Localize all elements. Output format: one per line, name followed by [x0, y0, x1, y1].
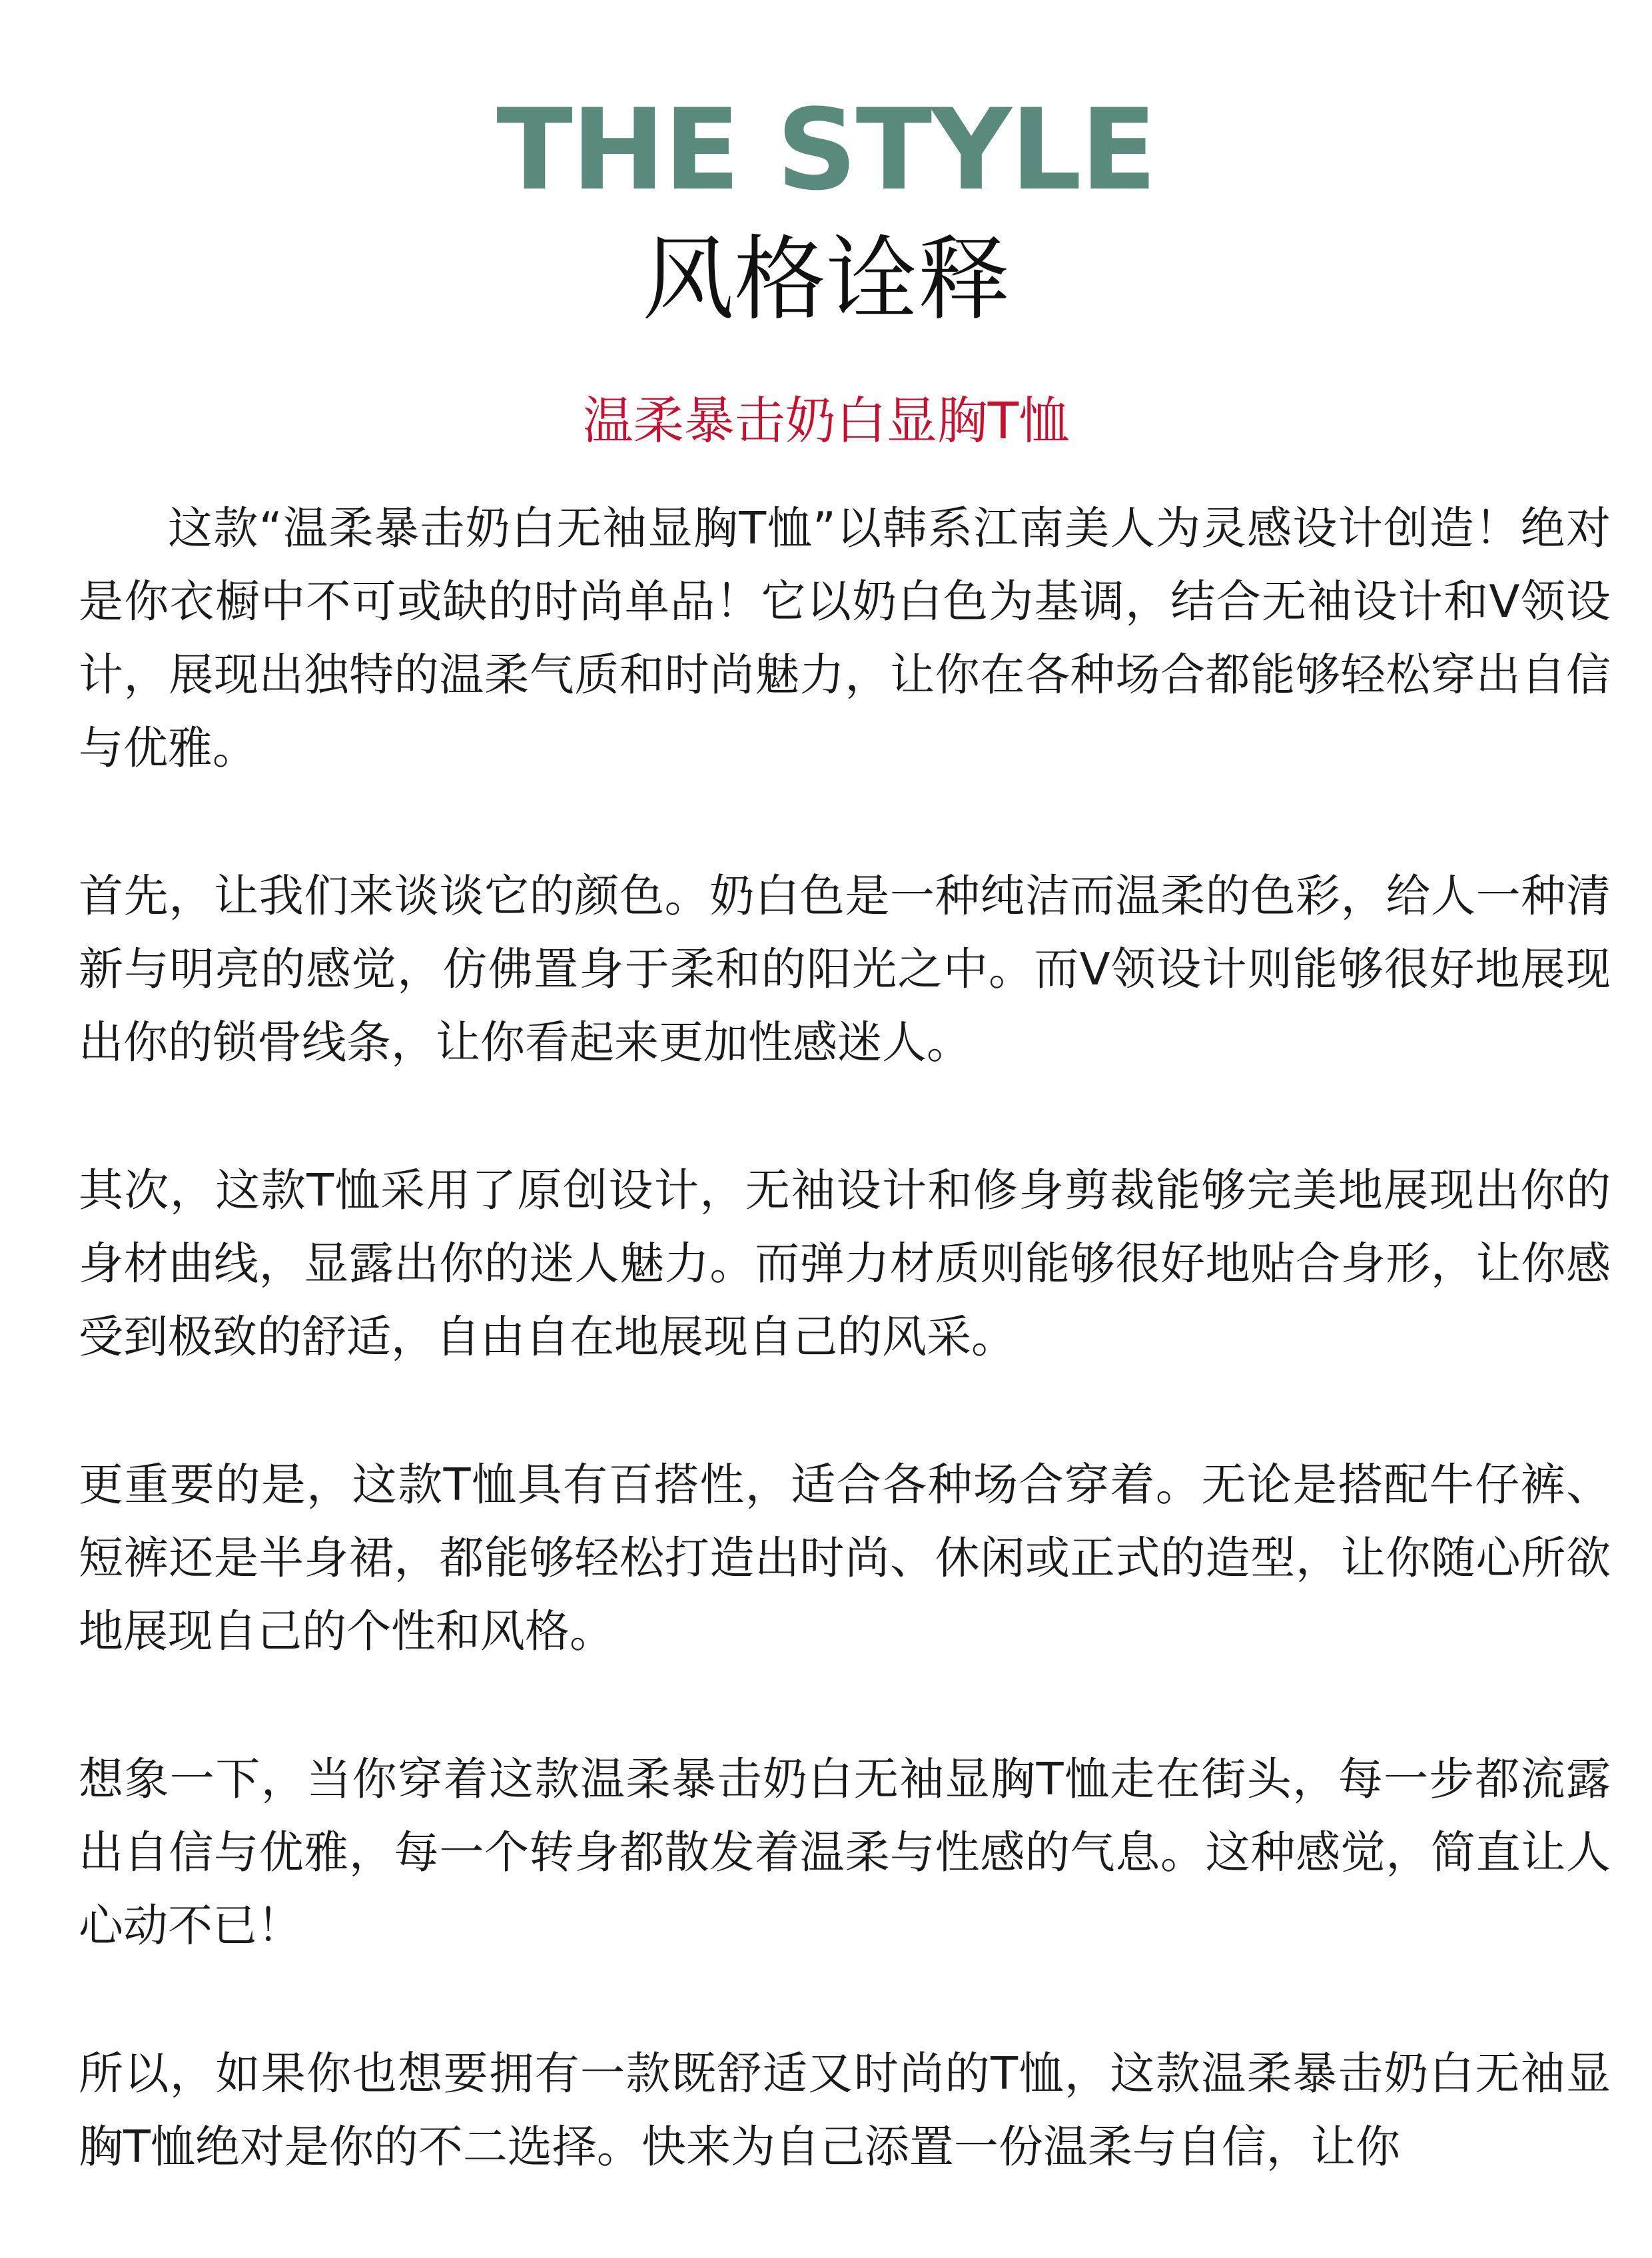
- title-english: THE STYLE: [496, 85, 1156, 215]
- description-body: [79, 492, 1611, 2258]
- product-subtitle: 温柔暴击奶白显胸T恤: [582, 391, 1070, 450]
- paragraph-imagine: 想象一下，当你穿着这款温柔暴击奶白无袖显胸T恤走在街头，每一步都流露出自信与优雅，每一个转身都散发着温柔与性感的气息。这种感觉，简直让人心动不已！: [79, 1753, 1611, 1952]
- paragraph-color: 首先，让我们来谈谈它的颜色。奶白色是一种纯洁而温柔的色彩，给人一种清新与明亮的感觉，仿佛置身于柔和的阳光之中。而V领设计则能够很好地展现出你的锁骨线条，让你看起来更加性感迷人。: [79, 870, 1611, 1068]
- title-chinese: 风格诠释: [641, 226, 1010, 333]
- paragraph-intro: 这款“温柔暴击奶白无袖显胸T恤”以韩系江南美人为灵感设计创造！绝对是你衣橱中不可或缺的时尚单品！它以奶白色为基调，结合无袖设计和V领设计，展现出独特的温柔气质和时尚魅力，让你在各种场合都能够轻松穿出自信与优雅。: [79, 502, 1611, 774]
- paragraph-design: 其次，这款T恤采用了原创设计，无袖设计和修身剪裁能够完美地展现出你的身材曲线，显露出你的迷人魅力。而弹力材质则能够很好地贴合身形，让你感受到极致的舒适，自由自在地展现自己的风采。: [79, 1164, 1611, 1363]
- paragraph-versatility: 更重要的是，这款T恤具有百搭性，适合各种场合穿着。无论是搭配牛仔裤、短裤还是半身裙，都能够轻松打造出时尚、休闲或正式的造型，让你随心所欲地展现自己的个性和风格。: [79, 1459, 1611, 1657]
- paragraph-conclusion: 所以，如果你也想要拥有一款既舒适又时尚的T恤，这款温柔暴击奶白无袖显胸T恤绝对是你的不二选择。快来为自己添置一份温柔与自信，让你: [79, 2048, 1611, 2173]
